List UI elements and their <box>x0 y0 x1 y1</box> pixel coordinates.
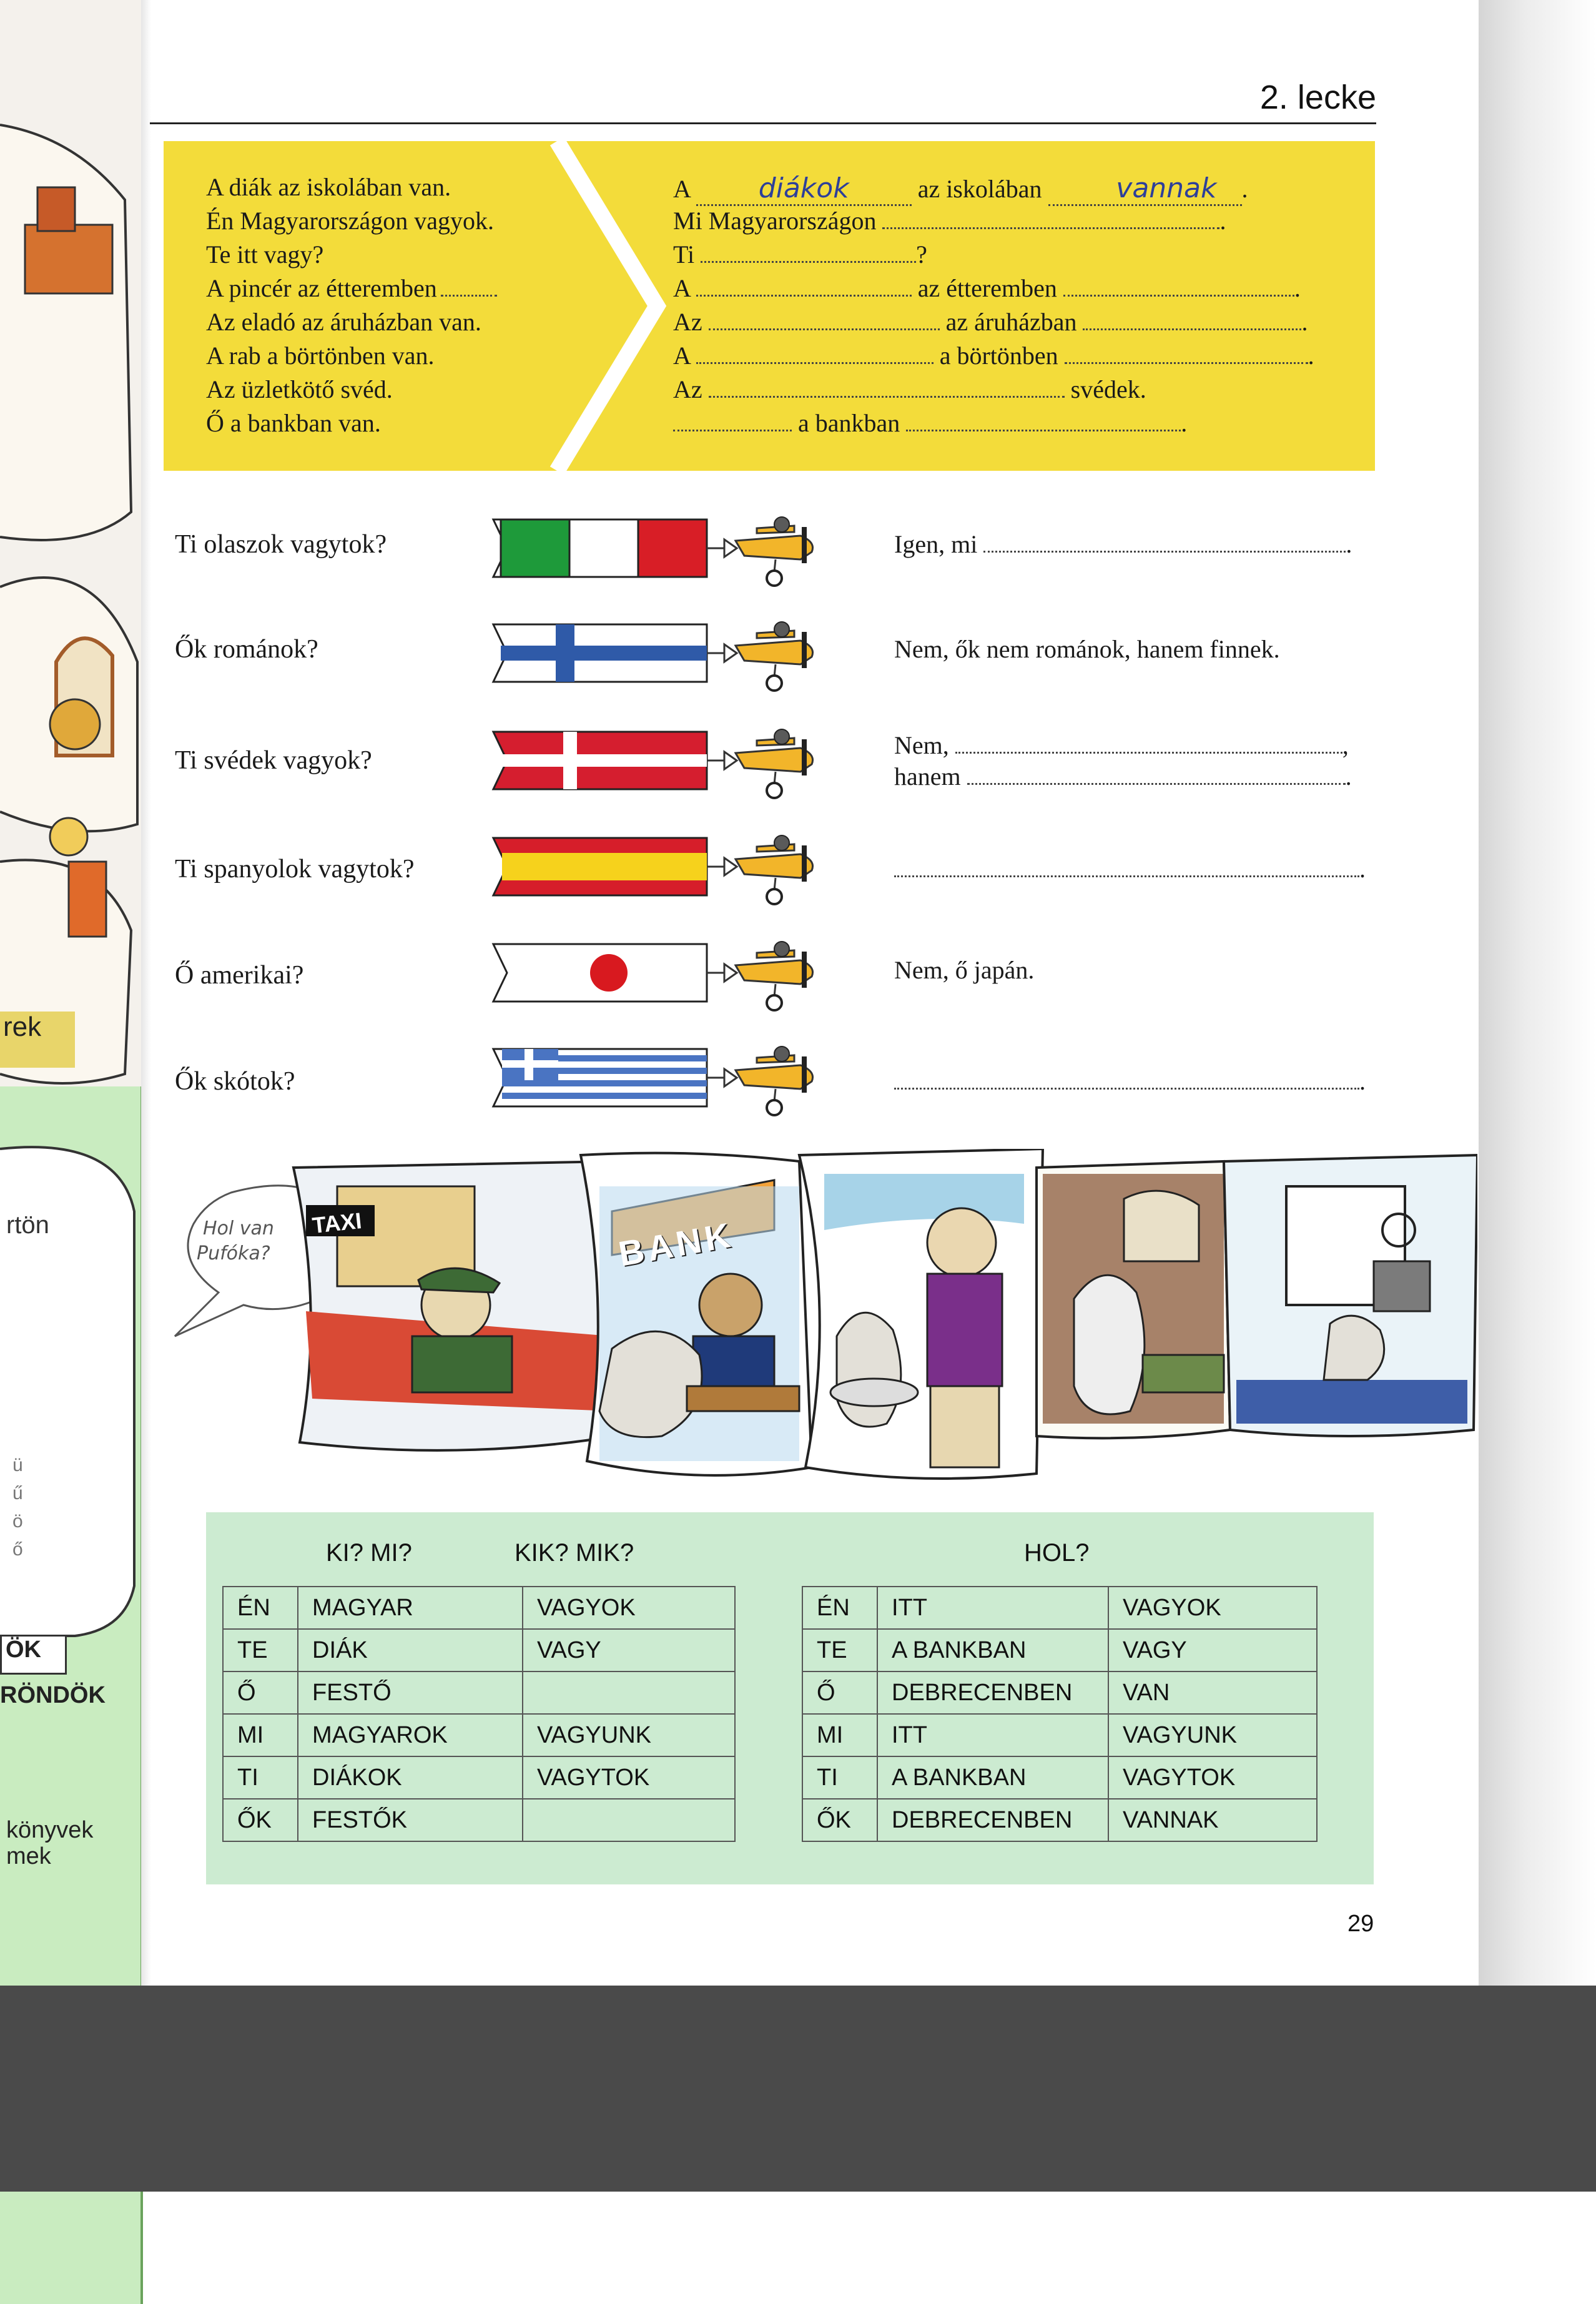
answer-1: Igen, mi . <box>894 530 1352 558</box>
table-row: MI MAGYAROK VAGYUNK <box>223 1714 735 1756</box>
answer-blank-4[interactable] <box>701 244 916 263</box>
answer-6: . <box>894 1066 1366 1096</box>
lesson-title: 2. lecke <box>1259 79 1376 116</box>
header-rule <box>150 122 1376 124</box>
target-sentence-3: Ti ? <box>673 240 927 268</box>
comic-panel-prison <box>1037 1161 1230 1438</box>
question-3: Ti svédek vagyok? <box>175 746 372 775</box>
table-row: TE DIÁK VAGY <box>223 1629 735 1671</box>
answer-blank-5[interactable] <box>696 277 912 297</box>
target-sentence-8: a bankban . <box>673 408 1187 438</box>
answer-blank-10[interactable] <box>1065 345 1308 364</box>
taxi-sign: TAXI <box>311 1207 363 1239</box>
flag-japan <box>493 942 813 1010</box>
grammar-header-kik-mik: KIK? MIK? <box>515 1539 634 1567</box>
left-fragment-10: mek <box>6 1843 51 1869</box>
answer-1-blank[interactable] <box>983 533 1346 553</box>
question-5: Ő amerikai? <box>175 961 304 990</box>
table-row: ŐK FESTŐK <box>223 1799 735 1841</box>
source-sentence-3: Te itt vagy? <box>206 240 324 268</box>
flag-greece <box>493 1046 813 1115</box>
answer-blank-13[interactable] <box>906 412 1181 431</box>
left-page-illustrations <box>0 37 144 1099</box>
source-sentence-1: A diák az iskolában van. <box>206 173 451 201</box>
table-row: MI ITT VAGYUNK <box>802 1714 1317 1756</box>
grammar-table-right <box>802 1586 1318 1842</box>
bank-sign: BANK <box>615 1214 737 1274</box>
comic-panel-taxi <box>293 1161 615 1450</box>
answer-2: Nem, ők nem románok, hanem finnek. <box>894 635 1280 663</box>
answer-blank-6[interactable] <box>1063 277 1294 297</box>
left-fragment-8: RÖNDÖK <box>0 1682 106 1708</box>
target-sentence-7: Az svédek. <box>673 375 1146 403</box>
answer-blank-3[interactable] <box>882 210 1219 229</box>
source-sentence-7: Az üzletkötő svéd. <box>206 375 393 403</box>
target-sentence-6: A a börtönben . <box>673 342 1314 370</box>
left-fragment-7: ÖK <box>0 1635 67 1675</box>
table-row: ÉN ITT VAGYOK <box>802 1587 1317 1629</box>
source-sentence-6: A rab a börtönben van. <box>206 342 435 370</box>
flag-plane-column <box>481 500 849 1124</box>
question-1: Ti olaszok vagytok? <box>175 530 387 559</box>
table-row: ÉN MAGYAR VAGYOK <box>223 1587 735 1629</box>
source-sentence-2: Én Magyarországon vagyok. <box>206 207 494 235</box>
left-fragment-3: ü <box>12 1455 23 1475</box>
answer-3-line-2: hanem . <box>894 762 1352 790</box>
speech-bubble-line-1: Hol van <box>203 1218 274 1239</box>
grammar-header-ki-mi: KI? MI? <box>326 1539 412 1567</box>
answer-blank-11[interactable] <box>709 378 1065 398</box>
comic-panel-restaurant <box>799 1149 1043 1479</box>
flag-spain <box>493 835 813 904</box>
page-number: 29 <box>1347 1911 1374 1937</box>
answer-3-line-1: Nem, , <box>894 731 1349 759</box>
comic-panel-cinema <box>1224 1155 1477 1436</box>
flag-denmark <box>493 729 813 798</box>
answer-5: Nem, ő japán. <box>894 956 1035 984</box>
flag-finland <box>493 622 813 691</box>
table-row: ŐK DEBRECENBEN VANNAK <box>802 1799 1317 1841</box>
question-2: Ők románok? <box>175 635 318 664</box>
table-row: TI DIÁKOK VAGYTOK <box>223 1756 735 1799</box>
left-fragment-2: rtön <box>6 1211 49 1239</box>
target-sentence-5: Az az áruházban . <box>673 308 1308 336</box>
question-6: Ők skótok? <box>175 1067 295 1096</box>
answer-blank-7[interactable] <box>709 311 940 330</box>
table-row: TI A BANKBAN VAGYTOK <box>802 1756 1317 1799</box>
table-row: Ő FESTŐ <box>223 1671 735 1714</box>
source-sentence-8: Ő a bankban van. <box>206 409 381 437</box>
scanner-background <box>0 1986 1596 2192</box>
source-sentence-4: A pincér az étteremben <box>206 273 497 303</box>
grammar-header-hol: HOL? <box>1024 1539 1090 1567</box>
left-fragment-9: könyvek <box>6 1817 94 1843</box>
question-4: Ti spanyolok vagytok? <box>175 855 415 884</box>
comic-strip <box>150 1149 1477 1499</box>
answer-3-blank-2[interactable] <box>967 766 1346 785</box>
speech-bubble-line-2: Pufóka? <box>197 1243 270 1264</box>
source-sentence-5: Az eladó az áruházban van. <box>206 308 481 336</box>
answer-3-blank-1[interactable] <box>955 734 1342 754</box>
target-sentence-1: A diákok az iskolában vannak . <box>673 172 1248 206</box>
answer-6-blank[interactable] <box>894 1070 1359 1090</box>
answer-blank-8[interactable] <box>1083 311 1301 330</box>
left-fragment-1: rek <box>3 1012 42 1042</box>
left-fragment-5: ö <box>12 1511 23 1532</box>
answer-blank-9[interactable] <box>696 345 933 364</box>
page-right-edge <box>1479 0 1596 1998</box>
left-fragment-4: ű <box>12 1483 23 1504</box>
answer-blank-1[interactable]: diákok <box>696 172 912 206</box>
answer-4: . <box>894 854 1366 884</box>
flag-italy <box>493 517 813 586</box>
target-sentence-2: Mi Magyarországon . <box>673 207 1226 235</box>
answer-4-blank[interactable] <box>894 858 1359 877</box>
comic-panel-bank <box>581 1153 812 1475</box>
grammar-table-left <box>222 1586 736 1842</box>
answer-blank-12[interactable] <box>673 412 792 431</box>
answer-blank-2[interactable]: vannak <box>1048 172 1242 206</box>
table-row: TE A BANKBAN VAGY <box>802 1629 1317 1671</box>
target-sentence-4: A az étteremben . <box>673 274 1301 302</box>
table-row: Ő DEBRECENBEN VAN <box>802 1671 1317 1714</box>
left-fragment-6: ő <box>12 1539 23 1560</box>
